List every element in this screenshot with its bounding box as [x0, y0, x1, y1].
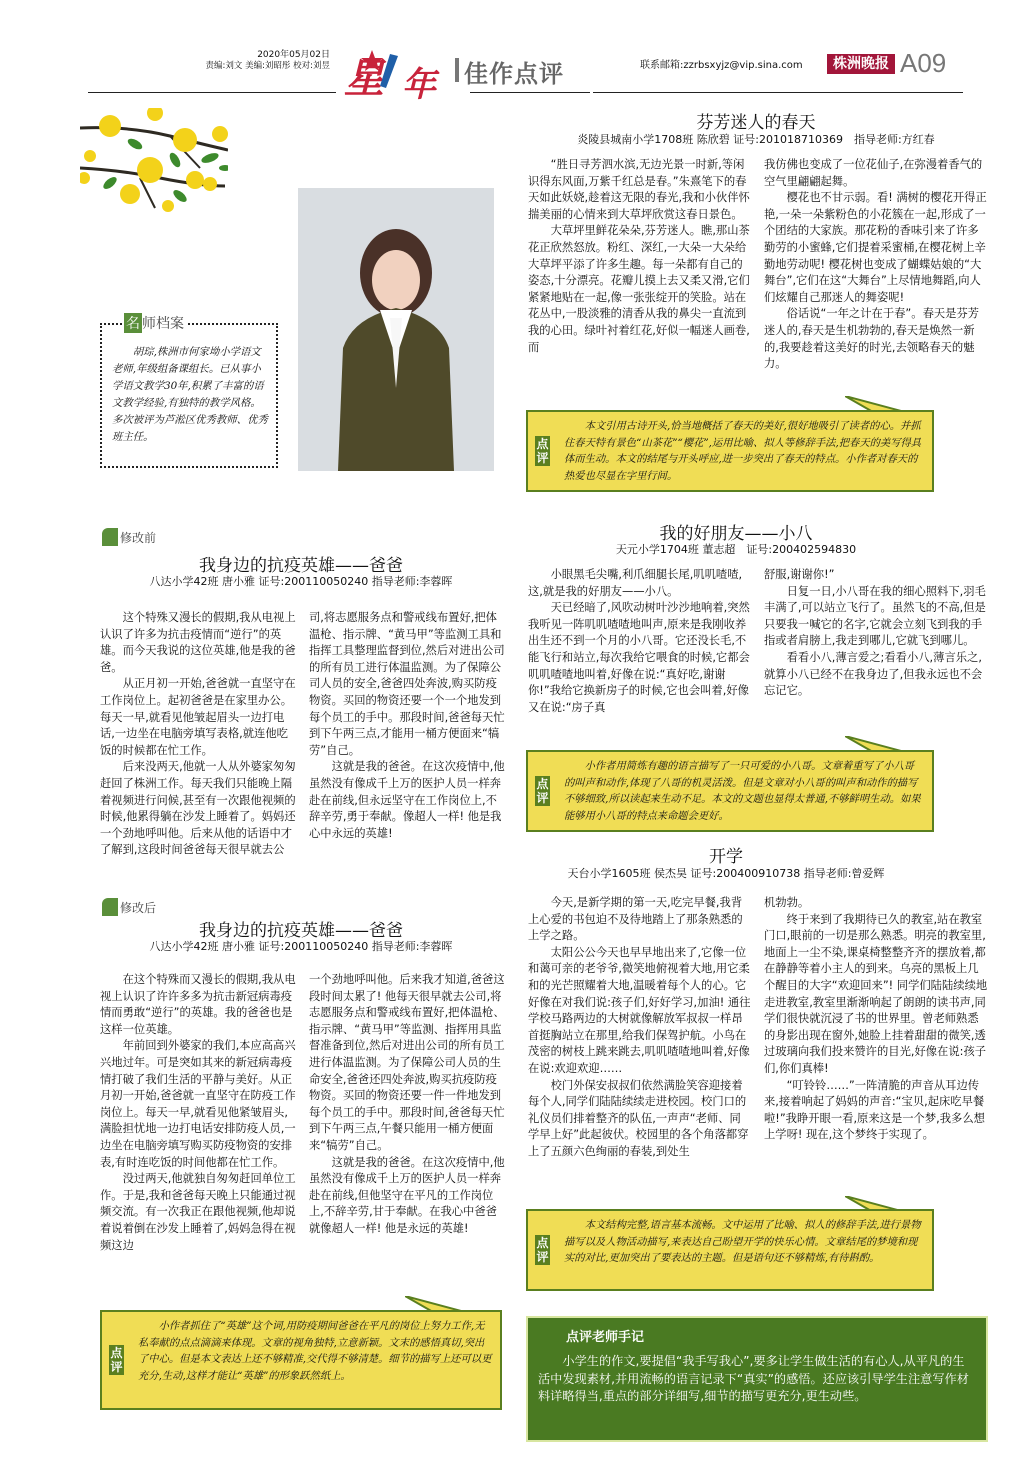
label-before	[102, 528, 156, 546]
label-text: 修改前	[120, 530, 157, 545]
header-rule-left	[88, 92, 336, 93]
article-paragraph: 司,将志愿服务点和警戒线布置好,把体温枪、指示牌、“黄马甲”等监测工具和指挥工具整理监督到位,然后对进出公司的所有员工进行体温监测。为了保障公司人员的安全,爸爸四处奔波,购买防疫物资。买回的物资还要一个一个地发到每个员工的手中。那段时间,爸爸每天忙到下午两三点,才能用一桶方便面来“犒劳”自己。	[309, 611, 505, 757]
article-paragraph: 太阳公公今天也早早地出来了,它像一位和蔼可亲的老爷爷,微笑地俯视着大地,用它柔和的光芒照耀着大地,温暖着每个人的心。它好像在对我们说:孩子们,好好学习,加油! 通往学校马路两边的大树就像解放军叔叔一样昂首挺胸站立在那里,给我们保驾护航。小鸟在茂密的树枝上跳来跳去,叽叽喳喳地叫着,好像在说:欢迎欢迎……	[528, 945, 751, 1075]
article-byline: 八达小学42班 唐小雅 证号:200110050240 指导老师:李蓉晖	[149, 575, 453, 588]
article-paragraph: 樱花也不甘示弱。看! 满树的樱花开得正艳,一朵一朵紫粉色的小花簇在一起,形成了一个团结的大家族。那花粉的香味引来了许多勤劳的小蜜蜂,它们提着采蜜桶,在樱花树上辛勤地劳动呢! 樱花树也变成了蝴蝶姑娘的“大舞台”,它们在这“大舞台”上尽情地舞蹈,向人们炫耀自己那迷人的舞姿呢!	[764, 191, 987, 304]
article-body	[528, 157, 988, 373]
article-paragraph: 这就是我的爸爸。在这次疫情中,他虽然没有像成千上万的医护人员一样奔赴在前线,但他坚守在平凡的工作岗位上,不辞辛劳,甘于奉献。在我心中爸爸就像超人一样! 他是永远的英雄!	[309, 1155, 505, 1235]
page-number: A09	[900, 48, 947, 78]
contact-email[interactable]: 联系邮箱:zzrbsxyjz@vip.sina.com	[640, 60, 803, 71]
article-paragraph: 年前回到外婆家的我们,本应高高兴兴地过年。可是突如其来的新冠病毒疫情打破了我们生活的平静与美好。从正月初一开始,爸爸就一直坚守在防疫工作岗位上。每天一早,就看见他紧皱眉头,满脸担忧地一边打电话安排防疫人员,一边坐在电脑旁填写购买防疫物资的安排表,有时连吃饭的时间他都在忙工作。	[100, 1039, 296, 1169]
profile-text	[112, 344, 270, 446]
teacher-notes-text: 小学生的作文,要提倡“我手写我心”,要多让学生做生活的有心人,从平凡的生活中发现素材,并用流畅的语言记录下“真实”的感悟。还应该引导学生注意写作材料详略得当,重点的部分详细写,细节的描写更充分,更生动些。	[538, 1354, 969, 1403]
article-column	[764, 567, 988, 716]
article-paragraph: 小眼黑毛尖嘴,利爪细腿长尾,叽叽喳喳,这,就是我的好朋友——小八。	[528, 568, 743, 598]
comment-text: 小作者抓住了“英雄”这个词,用防疫期间爸爸在平凡的岗位上努力工作,无私奉献的点点滴滴来体现。文章的视角独特,立意新颖。文末的感悟真切,突出了中心。但是本文表达上还不够精准,交代得不够清楚。细节的描写上还可以更充分,生动,这样才能让“英雄”的形象跃然纸上。	[138, 1320, 492, 1382]
xingshaonian-logo	[342, 48, 454, 100]
header-rule-mid	[470, 92, 590, 93]
comment-text: 小作者用简炼有趣的语言描写了一只可爱的小八哥。文章着重写了小八哥的叫声和动作,体现了八哥的机灵活泼。但是文章对小八哥的叫声和动作的描写不够细致,所以读起来生动不足。本文的文题也显得太普通,不够鲜明生动。如果能够用小八哥的特点来命题会更好。	[564, 760, 921, 822]
header-meta	[200, 50, 330, 72]
comment-tag: 点评	[110, 1346, 123, 1374]
article-title: 我身边的抗疫英雄——爸爸	[199, 921, 403, 941]
teacher-portrait-photo	[298, 188, 494, 471]
profile-heading	[124, 313, 188, 333]
winter-jasmine-illustration	[80, 108, 228, 218]
comment-tag: 点评	[536, 1236, 549, 1264]
editor-credits: 责编:刘文 美编:刘昭彤 校对:刘昱	[205, 61, 330, 71]
comment-tag: 点评	[536, 437, 549, 465]
svg-text:年: 年	[402, 65, 436, 100]
article-paragraph: 日复一日,小八哥在我的细心照料下,羽毛丰满了,可以站立飞行了。虽然飞的不高,但是只要我一喊它的名字,它就会立刻飞到我的手指或者肩膀上,我走到哪儿,它就飞到哪儿。	[764, 584, 986, 648]
label-text: 修改后	[120, 900, 157, 915]
article-paragraph: “叮铃铃……”一阵清脆的声音从耳边传来,接着响起了妈妈的声音:“宝贝,起床吃早餐啦!”我睁开眼一看,原来这是一个梦,我多么想上学呀! 现在,这个梦终于实现了。	[764, 1078, 985, 1142]
article-byline: 天台小学1605班 侯杰昊 证号:200400910738 指导老师:曾爱辉	[567, 867, 885, 880]
article-paragraph: 看看小八,薄言爱之;看看小八,薄言乐之,就算小八已经不在我身边了,但我永远也不会忘记它。	[764, 650, 983, 698]
teacher-notes-box	[526, 1316, 988, 1442]
article-body	[100, 610, 506, 859]
profile-heading-first: 名	[124, 313, 142, 333]
article-paragraph: 大草坪里鲜花朵朵,芬芳迷人。瞧,那山茶花正欣然怒放。粉红、深红,一大朵一大朵给大草坪平添了许多生趣。每一朵都有自己的姿态,十分漂亮。花瓣儿摸上去又柔又滑,它们紧紧地贴在一起,像一张张绽开的笑脸。站在花丛中,一股淡雅的清香从我的鼻尖一直流到我的心田。绿叶衬着红花,好似一幅迷人画卷,而	[528, 224, 750, 354]
label-after	[102, 898, 156, 916]
article-title: 芬芳迷人的春天	[696, 113, 816, 133]
header-rule-right	[593, 92, 963, 93]
article-paragraph: 机勃勃。	[764, 896, 810, 909]
comment-text: 本文引用古诗开头,恰当地概括了春天的美好,很好地吸引了读者的心。并抓住春天特有景色“山茶花”“樱花”,运用比喻、拟人等修辞手法,把春天的美写得具体而生动。本文的结尾与开头呼应,进一步突出了春天的特点。小作者对春天的热爱也尽显在字里行间。	[564, 420, 922, 482]
newspaper-name-logo: 株洲晚报	[827, 54, 895, 74]
article-body	[528, 567, 988, 716]
article-column	[309, 972, 506, 1254]
article-paragraph: 从正月初一开始,爸爸就一直坚守在工作岗位上。起初爸爸是在家里办公。每天一早,就看见他皱起眉头一边打电话,一边坐在电脑旁填写表格,就连他吃饭的时候都在忙工作。	[100, 677, 296, 757]
article-paragraph: 一个劲地呼叫他。后来我才知道,爸爸这段时间太累了! 他每天很早就去公司,将志愿服务点和警戒线布置好,把体温枪、指示牌、“黄马甲”等监测、指挥用具监督准备到位,然后对进出公司的所有员工进行体温监测。为了保障公司人员的生命安全,爸爸还四处奔波,购买抗疫防疫物资。买回的物资还要一件一件地发到每个员工的手中。那段时间,爸爸每天忙到下午两三点,午餐只能用一桶方便面来“犒劳”自己。	[309, 973, 505, 1152]
article-paragraph: 这个特殊又漫长的假期,我从电视上认识了许多为抗击疫情而“逆行”的英雄。而今天我说的这位英雄,他是我的爸爸。	[100, 611, 296, 674]
article-column	[528, 895, 752, 1161]
article-paragraph: 舒服,谢谢你!”	[764, 568, 835, 581]
article-paragraph: 在这个特殊而又漫长的假期,我从电视上认识了许许多多为抗击新冠病毒疫情而勇敢“逆行”的英雄。我的爸爸也是这样一位英雄。	[100, 973, 296, 1036]
article-title: 我的好朋友——小八	[659, 524, 813, 544]
comment-text: 本文结构完整,语言基本流畅。文中运用了比喻、拟人的修辞手法,进行景物描写以及人物活动描写,来表达自己盼望开学的快乐心情。文章结尾的梦境和现实的对比,更加突出了要表达的主题。但是语句还不够精炼,有待斟酌。	[564, 1219, 921, 1264]
article-column	[764, 895, 988, 1161]
article-column	[528, 567, 752, 716]
article-title: 开学	[709, 847, 743, 867]
profile-heading-rest: 师档案	[142, 316, 184, 332]
comment-tag: 点评	[536, 777, 549, 805]
svg-text:星: 星	[344, 56, 384, 100]
article-paragraph: 后来没两天,他就一人从外婆家匆匆赶回了株洲工作。每天我们只能晚上隔着视频进行问候,甚至有一次跟他视频的时候,他累得躺在沙发上睡着了。妈妈还一个劲地呼叫他。后来从他的话语中才了解到,这段时间爸爸每天很早就去公	[100, 760, 296, 857]
article-paragraph: 终于来到了我期待已久的教室,站在教室门口,眼前的一切是那么熟悉。明亮的教室里,地面上一尘不染,课桌椅整整齐齐的摆放着,都在静静等着小主人的到来。乌亮的黑板上几个醒目的大字“欢迎回来”! 同学们陆陆续续地走进教室,教室里渐渐响起了朗朗的读书声,同学们很快就沉浸了书的世界里。曾老师熟悉的身影出现在窗外,她脸上挂着甜甜的微笑,透过玻璃向我们投来赞许的目光,好像在说:孩子们,你们真棒!	[764, 912, 988, 1075]
article-paragraph: 天已经暗了,风吹动树叶沙沙地响着,突然我听见一阵叽叽喳喳地叫声,原来是我刚收养出生还不到一个月的小八哥。它还没长毛,不能飞行和站立,每次我给它喂食的时候,它都会叽叽喳喳地叫着,好像在说:“真好吃,谢谢你!”我给它换新房子的时候,它也会叫着,好像又在说:“房子真	[528, 601, 750, 714]
label-marker	[102, 528, 118, 546]
article-body	[100, 972, 506, 1254]
article-paragraph: “胜日寻芳泗水滨,无边光景一时新,等闲识得东风面,万紫千红总是春。”朱熹笔下的春天如此妖娆,趁着这无限的春光,我和小伙伴怀揣美丽的心情来到大草坪欣赏这春日景色。	[528, 158, 750, 221]
article-byline: 炎陵县城南小学1708班 陈欣碧 证号:201018710369 指导老师:方红春	[577, 133, 935, 146]
article-title: 我身边的抗疫英雄——爸爸	[199, 556, 403, 576]
label-marker	[102, 898, 118, 916]
article-body	[528, 895, 988, 1161]
comment-box	[100, 1310, 502, 1410]
article-column	[309, 610, 506, 859]
article-byline: 八达小学42班 唐小雅 证号:200110050240 指导老师:李蓉晖	[149, 940, 453, 953]
teacher-notes-title: 点评老师手记	[566, 1330, 645, 1345]
article-column	[100, 610, 297, 859]
title-separator	[455, 58, 459, 82]
article-column	[100, 972, 297, 1254]
logo-graphic	[342, 48, 454, 100]
article-paragraph: 没过两天,他就独自匆匆赶回单位工作。于是,我和爸爸每天晚上只能通过视频交流。有一次我正在跟他视频,他却说着说着倒在沙发上睡着了,妈妈急得在视频这边	[100, 1172, 296, 1252]
article-paragraph: 今天,是新学期的第一天,吃完早餐,我背上心爱的书包迫不及待地踏上了那条熟悉的上学之路。	[528, 896, 743, 943]
profile-paragraph: 胡琮,株洲市何家坳小学语文老师,年级组备课组长。已从事小学语文教学30年,积累了丰富的语文教学经验,有独特的教学风格。多次被评为芦淞区优秀教师、优秀班主任。	[112, 346, 268, 443]
article-column	[764, 157, 988, 373]
section-title: 佳作点评	[464, 60, 564, 88]
comment-box	[526, 750, 934, 832]
article-paragraph: 我仿佛也变成了一位花仙子,在弥漫着香气的空气里翩翩起舞。	[764, 158, 983, 188]
comment-box	[526, 1209, 934, 1291]
article-paragraph: 俗话说“一年之计在于春”。春天是芬芳迷人的,春天是生机勃勃的,春天是焕然一新的,我要趁着这美好的时光,去领略春天的魅力。	[764, 307, 980, 371]
article-paragraph: 这就是我的爸爸。在这次疫情中,他虽然没有像成千上万的医护人员一样奔赴在前线,但永远坚守在工作岗位上,不辞辛劳,勇于奉献。像超人一样! 他是我心中永远的英雄!	[309, 760, 505, 840]
article-column	[528, 157, 752, 373]
issue-date: 2020年05月02日	[257, 50, 330, 60]
article-byline: 天元小学1704班 董志超 证号:200402594830	[615, 543, 857, 556]
article-paragraph: 校门外保安叔叔们依然满脸笑容迎接着每个人,同学们陆陆续续走进校园。校门口的礼仪员们排着整齐的队伍,一声声“老师、同学早上好”此起彼伏。校园里的各个角落都穿上了五颜六色绚丽的春装,到处生	[528, 1078, 749, 1158]
comment-box	[526, 410, 934, 492]
